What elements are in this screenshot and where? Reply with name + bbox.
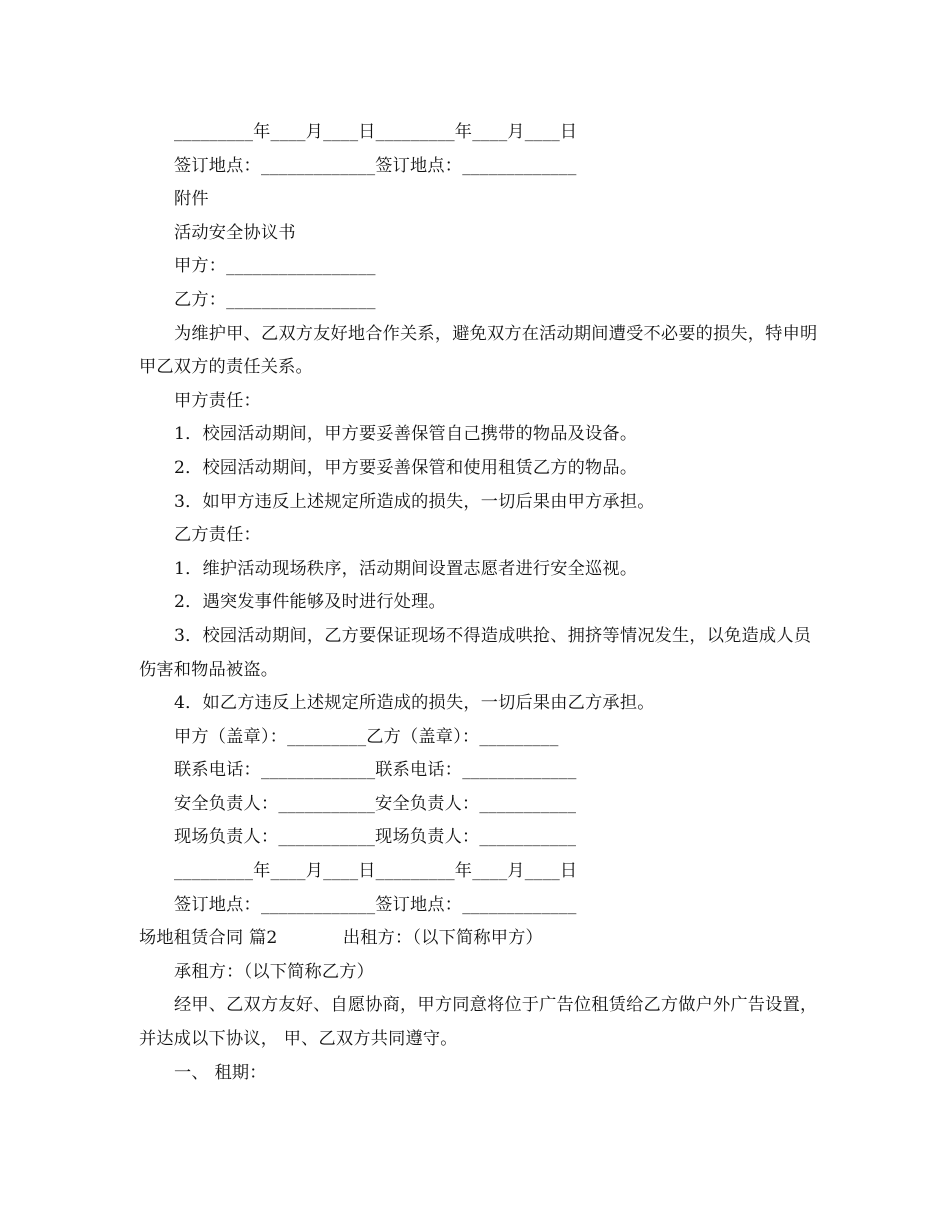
document-body: [139, 116, 819, 1090]
party-b-duty-1: 1．维护活动现场秩序，活动期间设置志愿者进行安全巡视。: [174, 558, 638, 579]
party-b-duty-3: 3．校园活动期间，乙方要保证现场不得造成哄抢、拥挤等情况发生，以免造成人员伤害和物品被盗。: [139, 625, 812, 680]
party-b-duty-title: 乙方责任：: [174, 525, 261, 546]
party-b-line: 乙方：_________________: [174, 289, 376, 310]
seal-line: 甲方（盖章）：_________乙方（盖章）：_________: [174, 726, 559, 747]
sign-place-line: 签订地点：_____________签订地点：_____________: [174, 155, 577, 176]
party-b-duty-2: 2．遇突发事件能够及时进行处理。: [174, 592, 446, 613]
agreement-title: 活动安全协议书: [174, 222, 296, 243]
party-b-duty-4: 4．如乙方违反上述规定所造成的损失，一切后果由乙方承担。: [174, 693, 655, 714]
lessor-line: 出租方：（以下简称甲方）: [342, 928, 543, 949]
phone-line: 联系电话：_____________联系电话：_____________: [174, 760, 577, 781]
lessee-line: 承租方：（以下简称乙方）: [174, 961, 375, 982]
term-heading: 一、 租期：: [174, 1062, 267, 1083]
contract-paragraph: 经甲、乙双方友好、自愿协商，甲方同意将位于广告位租赁给乙方做户外广告设置，并达成以下协议， 甲、乙双方共同遵守。: [139, 995, 818, 1050]
party-a-line: 甲方：_________________: [174, 256, 376, 277]
attachment-label: 附件: [174, 189, 209, 210]
site-officer-line: 现场负责人：___________现场负责人：___________: [174, 827, 577, 848]
sign-place-line-2: 签订地点：_____________签订地点：_____________: [174, 894, 577, 915]
contract-header: [139, 922, 819, 956]
intro-paragraph: 为维护甲、乙双方友好地合作关系，避免双方在活动期间遭受不必要的损失，特申明甲乙双方的责任关系。: [139, 323, 818, 378]
safety-officer-line: 安全负责人：___________安全负责人：___________: [174, 793, 577, 814]
date-line-2: _________年____月____日_________年____月____日: [174, 861, 578, 882]
party-a-duty-2: 2．校园活动期间，甲方要妥善保管和使用租赁乙方的物品。: [174, 457, 638, 478]
party-a-duty-1: 1．校园活动期间，甲方要妥善保管自己携带的物品及设备。: [174, 424, 638, 445]
contract-title: 场地租赁合同 篇2: [139, 928, 278, 949]
party-a-duty-3: 3．如甲方违反上述规定所造成的损失，一切后果由甲方承担。: [174, 491, 655, 512]
party-a-duty-title: 甲方责任：: [174, 390, 261, 411]
date-line: _________年____月____日_________年____月____日: [174, 122, 578, 142]
